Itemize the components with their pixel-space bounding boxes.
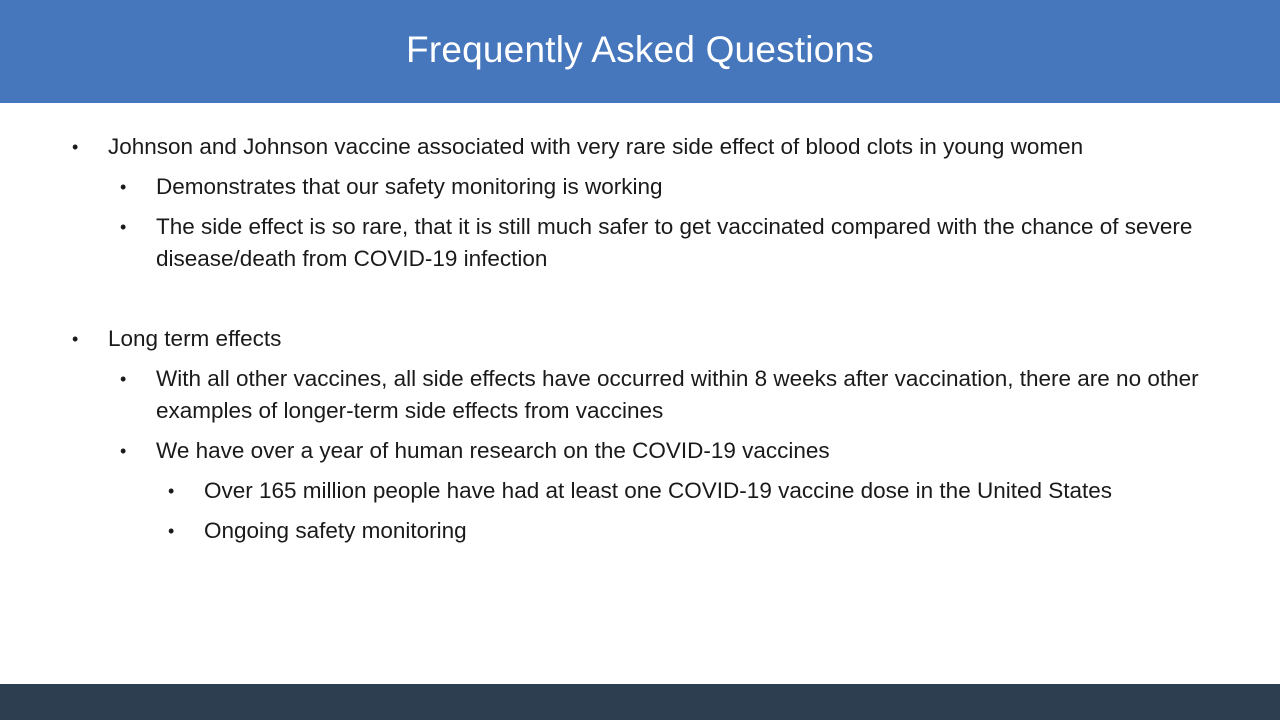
bullet-item: Ongoing safety monitoring [204, 518, 467, 543]
bullet-marker: • [168, 481, 175, 501]
bullet-item: We have over a year of human research on the COVID-19 vaccines [156, 438, 830, 463]
bullet-marker: • [120, 177, 127, 197]
bullet-item: Demonstrates that our safety monitoring is working [156, 174, 663, 199]
slide-title: Frequently Asked Questions [406, 29, 874, 70]
footer-bar [0, 684, 1280, 720]
bullet-item: Long term effects [108, 326, 282, 351]
bullet-item: Johnson and Johnson vaccine associated with very rare side effect of blood clots in young women [108, 134, 1084, 159]
bullet-item: Over 165 million people have had at least one COVID-19 vaccine dose in the United States [204, 478, 1113, 503]
bullet-marker: • [120, 441, 127, 461]
bullet-item: With all other vaccines, all side effects have occurred within 8 weeks after vaccination, there are no other examples of longer-term side effects from vaccines [156, 366, 1199, 423]
bullet-marker: • [168, 521, 175, 541]
bullet-marker: • [120, 217, 127, 237]
bullet-marker: • [72, 137, 79, 157]
bullet-item: The side effect is so rare, that it is still much safer to get vaccinated compared with the chance of severe disease/death from COVID-19 infection [156, 214, 1193, 271]
bullet-marker: • [120, 369, 127, 389]
bullet-marker: • [72, 329, 79, 349]
